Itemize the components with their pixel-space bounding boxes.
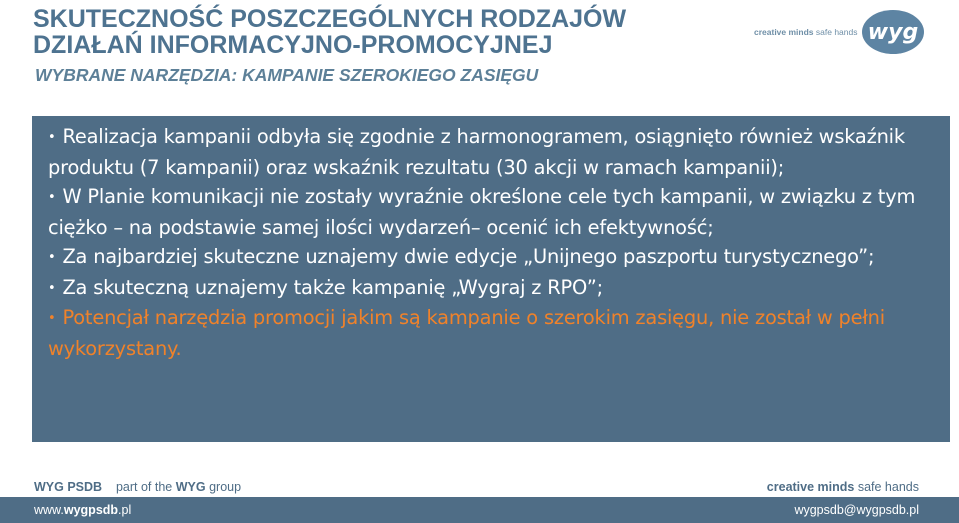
bullet-item-2: [48, 182, 930, 242]
bullet-text-2: W Planie komunikacji nie zostały wyraźnie określone cele tych kampanii, w związku z tym ciężko – na podstawie samej ilości wydarzeń– ocenić ich efektywność;: [48, 185, 916, 239]
page-title: [33, 6, 626, 58]
header-tagline-rest: safe hands: [815, 27, 858, 37]
footer-tagline-bold: creative minds: [766, 480, 855, 494]
bullet-dot-icon: •: [48, 130, 56, 145]
bullet-item-5-highlight: [48, 303, 930, 363]
header-tagline-bold: creative minds: [754, 27, 814, 37]
content-panel: [32, 116, 950, 442]
page-subtitle: WYBRANE NARZĘDZIA: KAMPANIE SZEROKIEGO ZASIĘGU: [35, 65, 539, 85]
footer-part-of: part of the: [115, 480, 173, 494]
footer-group-word: group: [209, 480, 242, 494]
bullet-dot-icon: •: [48, 190, 56, 205]
footer-email-link[interactable]: wygpsdb@wygpsdb.pl: [794, 503, 919, 517]
footer-tagline: [767, 480, 919, 494]
footer-website-link[interactable]: [34, 503, 131, 517]
title-line-2: DZIAŁAŃ INFORMACYJNO-PROMOCYJNEJ: [33, 31, 553, 59]
header-tagline: [754, 27, 858, 37]
footer-company-name: WYG PSDB: [34, 480, 103, 494]
bullet-text-1: Realizacja kampanii odbyła się zgodnie z harmonogramem, osiągnięto również wskaźnik produktu (7 kampanii) oraz wskaźnik rezultatu (30 akcji w ramach kampanii);: [48, 125, 905, 179]
bullet-text-5: Potencjał narzędzia promocji jakim są kampanie o szerokim zasięgu, nie został w pełni wykorzystany.: [48, 306, 885, 360]
bullet-text-4: Za skuteczną uznajemy także kampanię „Wygraj z RPO”;: [62, 275, 603, 299]
footer-url-suffix: .pl: [118, 503, 132, 517]
bullet-dot-icon: •: [48, 311, 56, 326]
bullet-list: [32, 116, 950, 363]
footer-company: [34, 480, 241, 494]
bullet-dot-icon: •: [48, 280, 56, 296]
bullet-item-3: [48, 242, 930, 273]
title-line-1: SKUTECZNOŚĆ POSZCZEGÓLNYCH RODZAJÓW: [33, 5, 627, 33]
bullet-dot-icon: •: [48, 250, 56, 265]
logo-text: wyg: [867, 20, 919, 45]
bullet-text-3: Za najbardziej skuteczne uznajemy dwie edycje „Unijnego paszportu turystycznego”;: [62, 245, 875, 268]
wyg-logo-icon: [860, 8, 926, 56]
footer-url-bold: wygpsdb: [63, 503, 119, 517]
footer-url-prefix: www.: [34, 503, 64, 517]
bullet-item-4: [48, 273, 930, 304]
footer-group-name: WYG: [175, 480, 206, 494]
footer-tagline-rest: safe hands: [857, 480, 919, 494]
bullet-item-1: [48, 122, 930, 182]
